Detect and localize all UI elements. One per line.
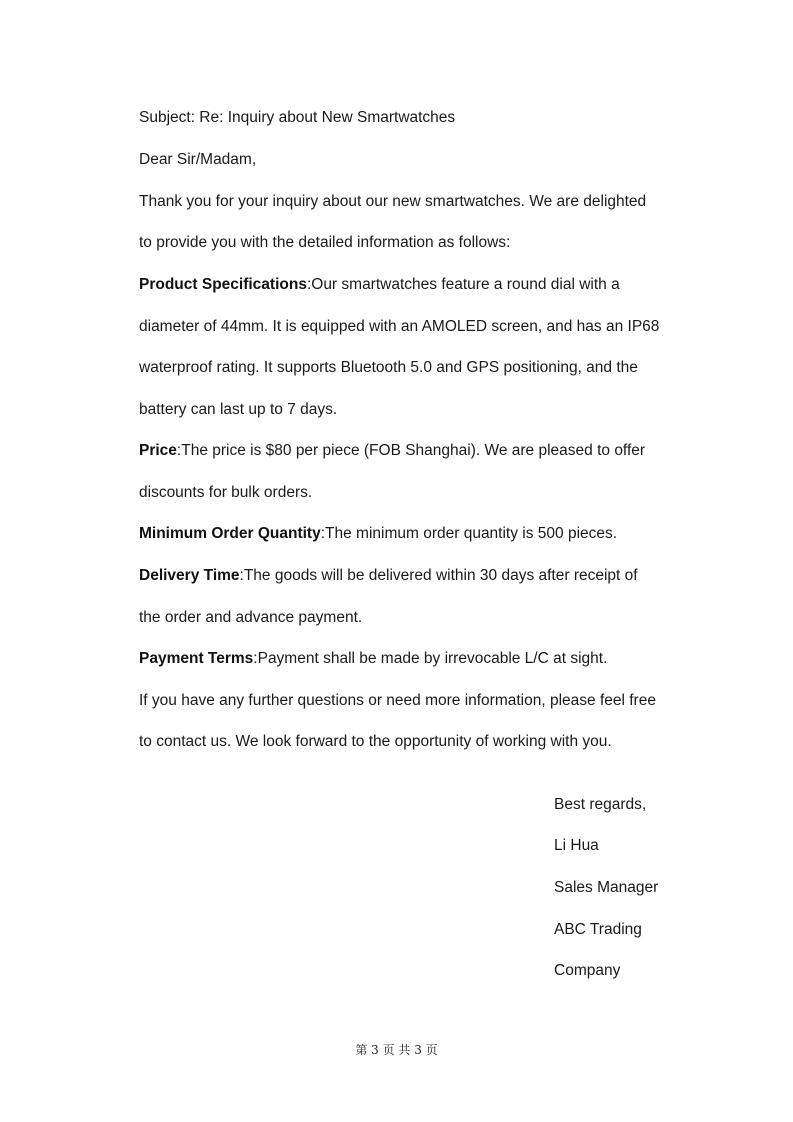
- product-specs-line-1: [139, 275, 620, 295]
- closing-line-1: If you have any further questions or need more information, please feel free: [139, 692, 656, 709]
- delivery-line-2: the order and advance payment.: [139, 609, 363, 626]
- price-line-1: [139, 441, 645, 461]
- letter-salutation: Dear Sir/Madam,: [139, 151, 257, 168]
- product-specs-line-2: diameter of 44mm. It is equipped with an AMOLED screen, and has an IP68: [139, 318, 660, 335]
- moq-line-1: [139, 524, 617, 544]
- delivery-line-1: [139, 566, 638, 586]
- letter-subject: Subject: Re: Inquiry about New Smartwatches: [139, 109, 456, 126]
- payment-line-1: [139, 649, 607, 669]
- signature-regards: Best regards,: [554, 796, 647, 813]
- signature-company-line-2: Company: [554, 962, 621, 979]
- payment-text: :Payment shall be made by irrevocable L/C at sight.: [253, 650, 608, 667]
- signature-company-line-1: ABC Trading: [554, 921, 642, 938]
- product-specs-line-4: battery can last up to 7 days.: [139, 401, 338, 418]
- delivery-label: Delivery Time: [139, 567, 240, 584]
- delivery-text: :The goods will be delivered within 30 days after receipt of: [239, 567, 638, 584]
- price-text: :The price is $80 per piece (FOB Shanghai). We are pleased to offer: [176, 442, 646, 459]
- intro-line-2: to provide you with the detailed information as follows:: [139, 234, 511, 251]
- product-specs-label: Product Specifications: [139, 276, 307, 293]
- payment-label: Payment Terms: [139, 650, 254, 667]
- moq-text: :The minimum order quantity is 500 pieces.: [320, 525, 618, 542]
- moq-label: Minimum Order Quantity: [139, 525, 321, 542]
- signature-name: Li Hua: [554, 837, 599, 854]
- price-line-2: discounts for bulk orders.: [139, 484, 313, 501]
- closing-line-2: to contact us. We look forward to the opportunity of working with you.: [139, 733, 612, 750]
- price-label: Price: [139, 442, 177, 459]
- product-specs-text: :Our smartwatches feature a round dial with a: [306, 276, 620, 293]
- product-specs-line-3: waterproof rating. It supports Bluetooth 5.0 and GPS positioning, and the: [139, 359, 638, 376]
- page-number-footer: 第 3 页 共 3 页: [355, 1043, 438, 1057]
- intro-line-1: Thank you for your inquiry about our new smartwatches. We are delighted: [139, 193, 647, 210]
- signature-title: Sales Manager: [554, 879, 659, 896]
